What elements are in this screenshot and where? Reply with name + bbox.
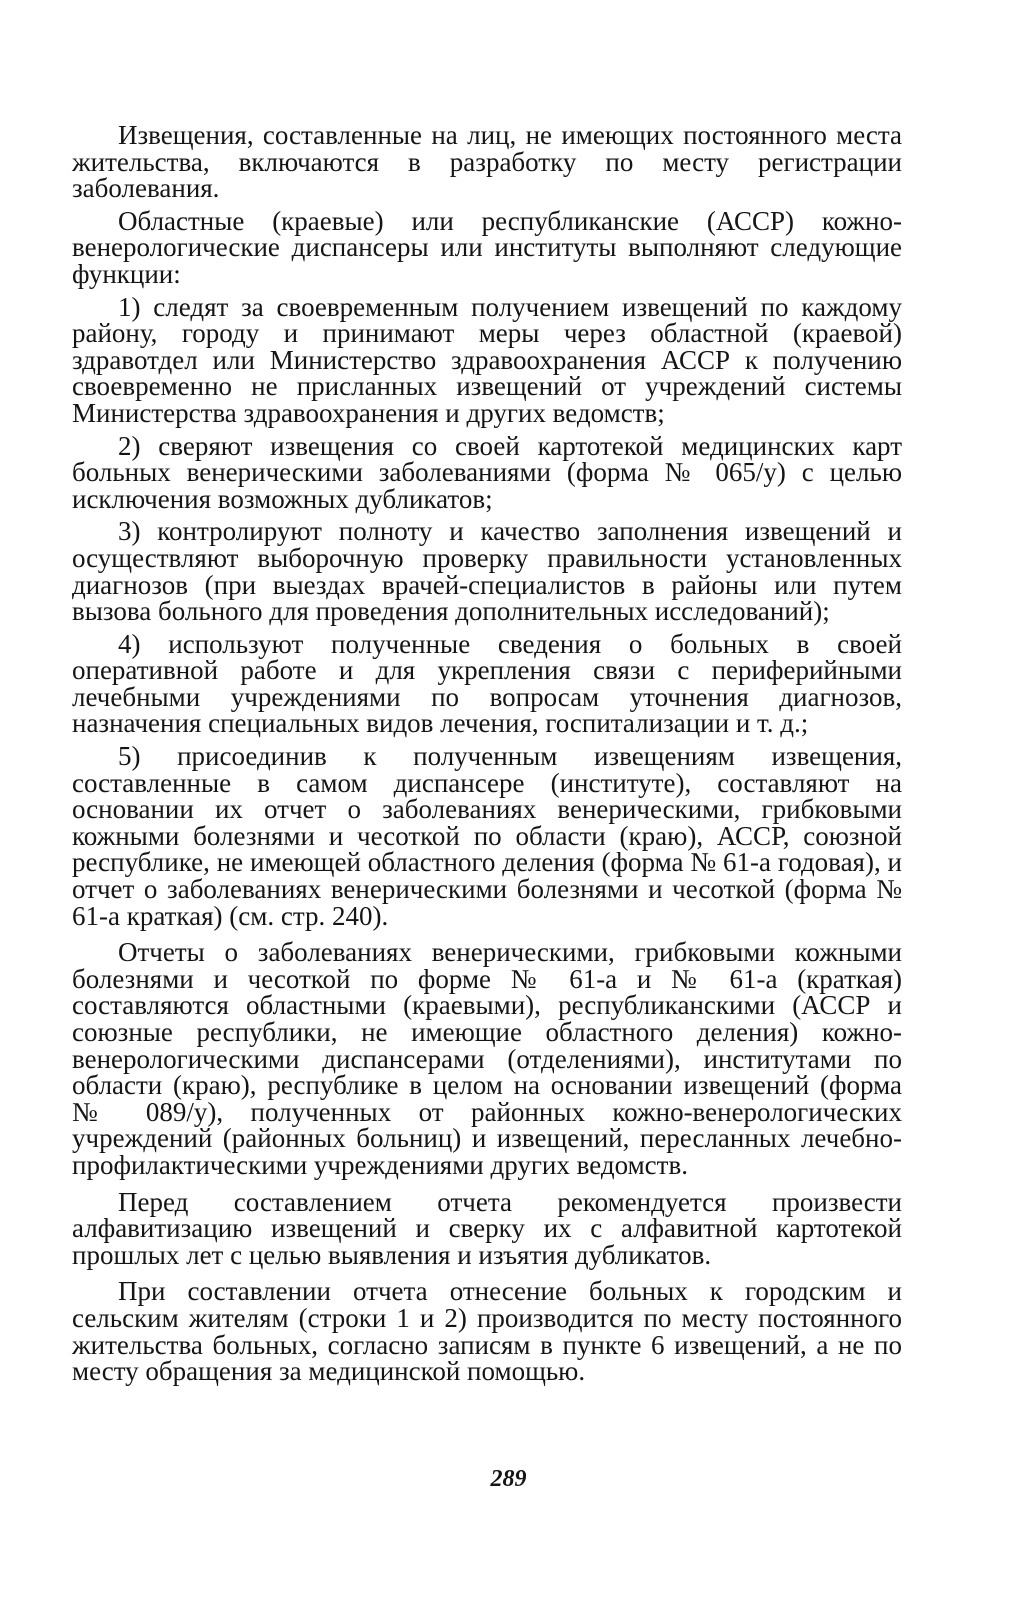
- paragraph-reports: Отчеты о заболеваниях венерическими, грибковыми кожными болезнями и чесоткой по форме № 61-а и № 61-а (краткая) составляются областными (краевыми), республиканскими (АССР и союзные республики, не имеющие областного деления) кожно-венерологическими диспансерами (отделениями), институтами по области (краю), республике в целом на основании извещений (форма № 089/у), полученных от районных кожно-венерологических учреждений (районных больниц) и извещений, пересланных лечебно-профилактическими учреждениями других ведомств.: [72, 937, 902, 1180]
- list-item-2: 2) сверяют извещения со своей картотекой медицинских карт больных венерическими заболеваниями (форма № 065/у) с целью исключения возможных дубликатов;: [72, 430, 902, 514]
- paragraph-dispensary-functions: Областные (краевые) или республиканские (АССР) кожно-венерологические диспансеры или институты выполняют следующие функции:: [72, 205, 902, 289]
- list-item-3: 3) контролируют полноту и качество заполнения извещений и осуществляют выборочную проверку правильности установленных диагнозов (при выездах врачей-специалистов в районы или путем вызова больного для проведения дополнительных исследований);: [72, 516, 902, 627]
- list-item-5: 5) присоединив к полученным извещениям извещения, составленные в самом диспансере (институте), составляют на основании их отчет о заболеваниях венерическими, грибковыми кожными болезнями и чесоткой по области (краю), АССР, союзной республике, не имеющей областного деления (форма № 61-а годовая), и отчет о заболеваниях венерическими болезнями и чесоткой (форма № 61-а краткая) (см. стр. 240).: [72, 741, 902, 931]
- list-item-4: 4) используют полученные сведения о больных в своей оперативной работе и для укрепления связи с периферийными лечебными учреждениями по вопросам уточнения диагнозов, назначения специальных видов лечения, госпитализации и т. д.;: [72, 628, 902, 739]
- page-body: [72, 122, 902, 1385]
- paragraph-urban-rural: При составлении отчета отнесение больных к городским и сельским жителям (строки 1 и 2) производится по месту постоянного жительства больных, согласно записям в пункте 6 извещений, а не по месту обращения за медицинской помощью.: [72, 1276, 902, 1387]
- paragraph-homeless-notices: Извещения, составленные на лиц, не имеющих постоянного места жительства, включаются в разработку по месту регистрации заболевания.: [72, 120, 902, 204]
- paragraph-alphabetization: Перед составлением отчета рекомендуется произвести алфавитизацию извещений и сверку их с алфавитной картотекой прошлых лет с целью выявления и изъятия дубликатов.: [72, 1186, 902, 1270]
- list-item-1: 1) следят за своевременным получением извещений по каждому району, городу и принимают меры через областной (краевой) здравотдел или Министерство здравоохранения АССР к получению своевременно не присланных извещений от учреждений системы Министерства здравоохранения и других ведомств;: [72, 291, 902, 428]
- page-number: 289: [490, 1466, 527, 1492]
